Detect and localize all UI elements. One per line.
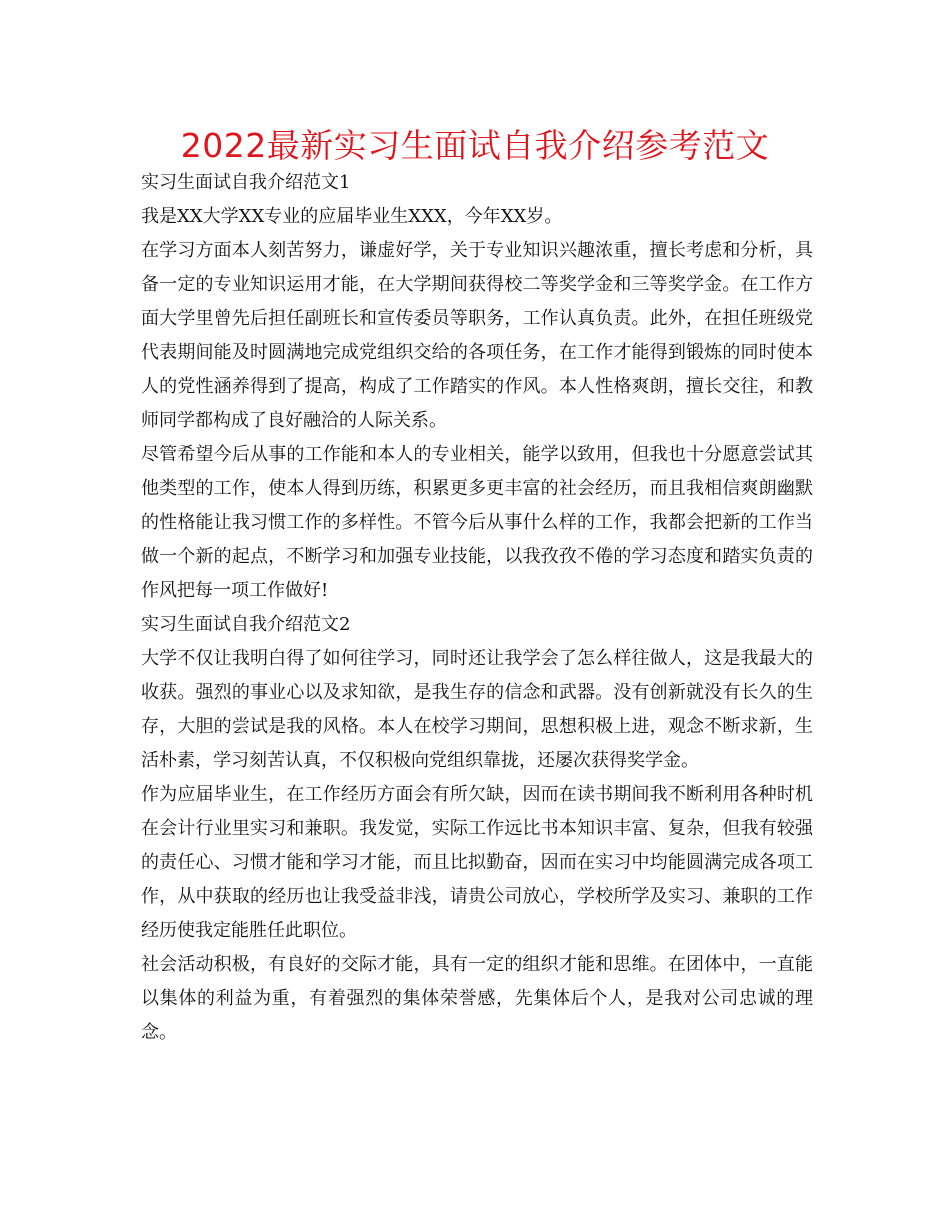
section-heading: 实习生面试自我介绍范文1	[141, 172, 351, 193]
document-body	[141, 166, 813, 1050]
document-title: 2022最新实习生面试自我介绍参考范文	[180, 126, 770, 165]
paragraph: 在学习方面本人刻苦努力，谦虚好学，关于专业知识兴趣浓重，擅长考虑和分析，具备一定的专业知识运用才能，在大学期间获得校二等奖学金和三等奖学金。在工作方面大学里曾先后担任副班长和宣传委员等职务，工作认真负责。此外，在担任班级党代表期间能及时圆满地完成党组织交给的各项任务，在工作才能得到锻炼的同时使本人的党性涵养得到了提高，构成了工作踏实的作风。本人性格爽朗，擅长交往，和教师同学都构成了良好融洽的人际关系。	[141, 240, 813, 431]
paragraph: 社会活动积极，有良好的交际才能，具有一定的组织才能和思维。在团体中，一直能以集体的利益为重，有着强烈的集体荣誉感，先集体后个人，是我对公司忠诚的理念。	[141, 954, 813, 1043]
paragraph: 大学不仅让我明白得了如何往学习，同时还让我学会了怎么样往做人，这是我最大的收获。强烈的事业心以及求知欲，是我生存的信念和武器。没有创新就没有长久的生存，大胆的尝试是我的风格。本人在校学习期间，思想积极上进，观念不断求新，生活朴素，学习刻苦认真，不仅积极向党组织靠拢，还屡次获得奖学金。	[141, 648, 813, 771]
paragraph: 尽管希望今后从事的工作能和本人的专业相关，能学以致用，但我也十分愿意尝试其他类型的工作，使本人得到历练，积累更多更丰富的社会经历，而且我相信爽朗幽默的性格能让我习惯工作的多样性。不管今后从事什么样的工作，我都会把新的工作当做一个新的起点，不断学习和加强专业技能，以我孜孜不倦的学习态度和踏实负责的作风把每一项工作做好!	[141, 444, 813, 601]
section-heading: 实习生面试自我介绍范文2	[141, 614, 351, 635]
paragraph: 我是XX大学XX专业的应届毕业生XXX，今年XX岁。	[141, 206, 563, 227]
paragraph: 作为应届毕业生，在工作经历方面会有所欠缺，因而在读书期间我不断利用各种时机在会计行业里实习和兼职。我发觉，实际工作远比书本知识丰富、复杂，但我有较强的责任心、习惯才能和学习才能，而且比拟勤奋，因而在实习中均能圆满完成各项工作，从中获取的经历也让我受益非浅，请贵公司放心，学校所学及实习、兼职的工作经历使我定能胜任此职位。	[141, 784, 813, 941]
